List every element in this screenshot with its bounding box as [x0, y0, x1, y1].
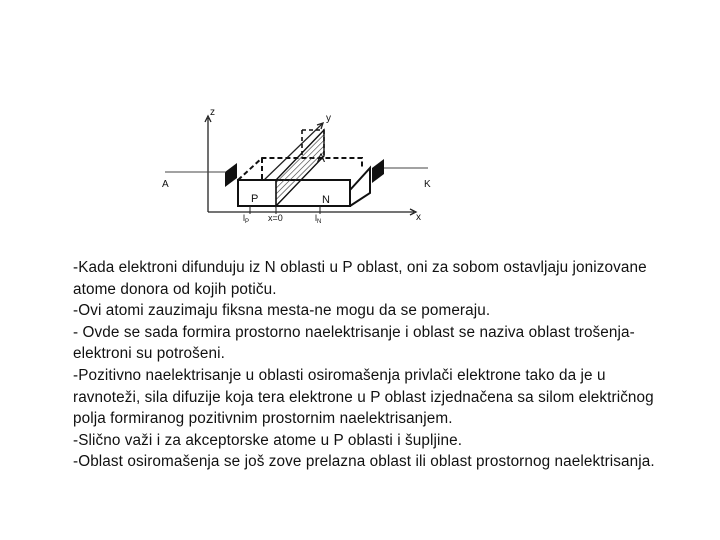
paragraph-3: - Ovde se sada formira prostorno naelektrisanje i oblast se naziva oblast trošenja-elektroni su potrošeni.: [73, 323, 635, 363]
z-axis: [205, 116, 211, 212]
cathode-label: K: [424, 179, 431, 190]
paragraph-5: -Slično važi i za akceptorske atome u P oblasti i šupljine.: [73, 431, 463, 449]
lp-label: $l_P$: [243, 213, 250, 225]
paragraph-6: -Oblast osiromašenja se još zove prelazna oblast ili oblast prostornog naelektrisanja.: [73, 453, 655, 471]
cathode-electrode: [372, 159, 384, 183]
pn-junction-diagram: [150, 92, 450, 232]
y-axis-label: y: [326, 113, 331, 124]
ln-label: $l_N$: [315, 213, 322, 225]
n-region-label: N: [322, 194, 330, 206]
x0-label: x=0: [268, 213, 283, 223]
z-axis-label: z: [210, 107, 215, 118]
explanation-text: [73, 257, 673, 473]
p-region-label: P: [251, 193, 259, 205]
paragraph-4: -Pozitivno naelektrisanje u oblasti osiromašenja privlači elektrone tako da je u ravnoteži, sila difuzije koja tera elektrone u P oblast izjednačena sa silom električnog polja formiranog pozitivnim prostornim naelektrisanjem.: [73, 366, 654, 428]
paragraph-1: -Kada elektroni difunduju iz N oblasti u P oblast, oni za sobom ostavljaju jonizovane atome donora od kojih potiču.: [73, 259, 647, 298]
anode-electrode: [225, 163, 237, 187]
junction-area-label: A: [317, 151, 326, 165]
paragraph-2: -Ovi atomi zauzimaju fiksna mesta-ne mogu da se pomeraju.: [73, 302, 491, 320]
anode-label: A: [162, 179, 169, 190]
position-ticks: [250, 206, 320, 214]
x-axis-label: x: [416, 212, 421, 223]
x-axis: [208, 209, 416, 215]
